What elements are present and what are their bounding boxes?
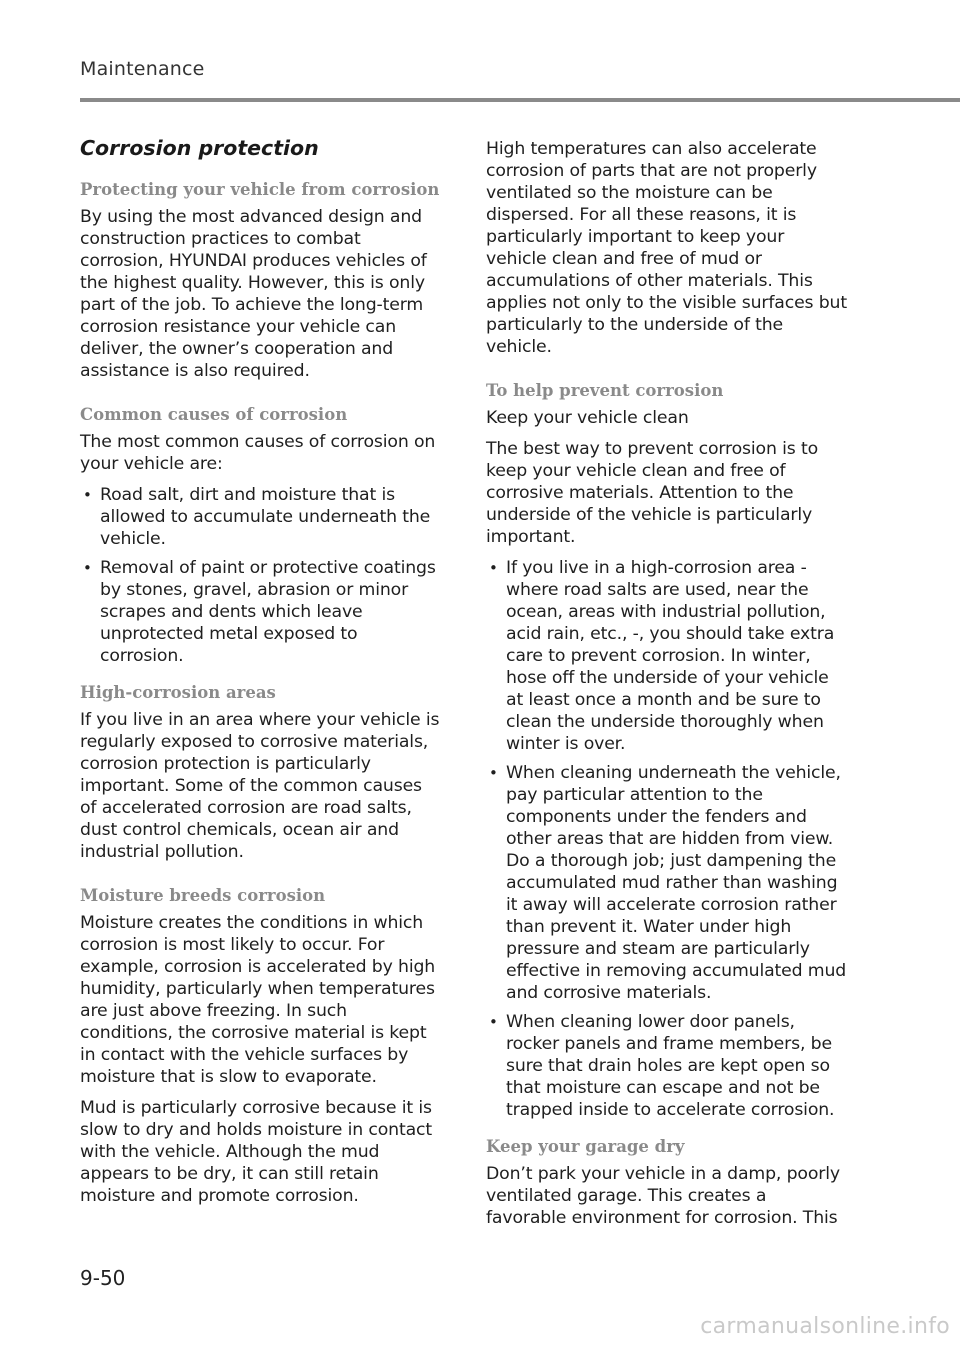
bullet-item: • Road salt, dirt and moisture that is allowed to accumulate underneath the vehicle. xyxy=(80,484,442,550)
bullet-item: • When cleaning lower door panels, rocker panels and frame members, be sure that drain holes are kept open so that moisture can escape and not be trapped inside to accelerate corrosion. xyxy=(486,1011,848,1121)
paragraph: If you live in an area where your vehicle is regularly exposed to corrosive materials, corrosion protection is particularly important. Some of the common causes of accelerated corrosion are road salts, dust control chemicals, ocean air and industrial pollution. xyxy=(80,710,440,862)
subheading-garage: Keep your garage dry xyxy=(486,1137,685,1156)
paragraph: The best way to prevent corrosion is to keep your vehicle clean and free of corrosive materials. Attention to the underside of the vehicle is particularly important. xyxy=(486,439,818,547)
subheading-moisture: Moisture breeds corrosion xyxy=(80,886,326,905)
watermark: carmanualsonline.info xyxy=(700,1314,950,1339)
subheading-protecting: Protecting your vehicle from corrosion xyxy=(80,180,440,199)
left-column xyxy=(80,136,442,1216)
bullet-item: • Removal of paint or protective coatings by stones, gravel, abrasion or minor scrapes and dents which leave unprotected metal exposed to corrosion. xyxy=(80,557,442,667)
paragraph: Moisture creates the conditions in which corrosion is most likely to occur. For example, corrosion is accelerated by high humidity, particularly when temperatures are just above freezing. In such conditions, the corrosive material is kept in contact with the vehicle surfaces by moisture that is slow to evaporate. xyxy=(80,913,436,1087)
page-number: 9-50 xyxy=(80,1266,126,1290)
paragraph: The most common causes of corrosion on your vehicle are: xyxy=(80,432,436,474)
header-rule xyxy=(80,98,960,102)
subheading-prevent: To help prevent corrosion xyxy=(486,381,724,400)
paragraph: Mud is particularly corrosive because it is slow to dry and holds moisture in contact with the vehicle. Although the mud appears to be dry, it can still retain moisture and promote corrosion. xyxy=(80,1098,432,1206)
paragraph: Don’t park your vehicle in a damp, poorly ventilated garage. This creates a favorable environment for corrosion. This xyxy=(486,1164,840,1228)
subheading-high-corrosion: High-corrosion areas xyxy=(80,683,276,702)
paragraph: Keep your vehicle clean xyxy=(486,408,689,428)
paragraph: By using the most advanced design and construction practices to combat corrosion, HYUNDAI produces vehicles of the highest quality. However, this is only part of the job. To achieve the long-term corrosion resistance your vehicle can deliver, the owner’s cooperation and assistance is also required. xyxy=(80,207,427,381)
running-header: Maintenance xyxy=(80,58,205,80)
bullet-item: • If you live in a high-corrosion area - where road salts are used, near the ocean, areas with industrial pollution, acid rain, etc., -, you should take extra care to prevent corrosion. In winter, hose off the underside of your vehicle at least once a month and be sure to clean the underside thoroughly when winter is over. xyxy=(486,557,848,755)
paragraph: High temperatures can also accelerate corrosion of parts that are not properly ventilated so the moisture can be dispersed. For all these reasons, it is particularly important to keep your vehicle clean and free of mud or accumulations of other materials. This applies not only to the visible surfaces but particularly to the underside of the vehicle. xyxy=(486,139,847,357)
bullet-list xyxy=(486,557,848,1121)
bullet-list xyxy=(80,484,442,667)
subheading-common-causes: Common causes of corrosion xyxy=(80,405,348,424)
right-column xyxy=(486,138,848,1238)
section-title: Corrosion protection xyxy=(80,136,319,160)
bullet-item: • When cleaning underneath the vehicle, pay particular attention to the components under the fenders and other areas that are hidden from view. Do a thorough job; just dampening the accumulated mud rather than washing it away will accelerate corrosion rather than prevent it. Water under high pressure and steam are particularly effective in removing accumulated mud and corrosive materials. xyxy=(486,762,848,1004)
